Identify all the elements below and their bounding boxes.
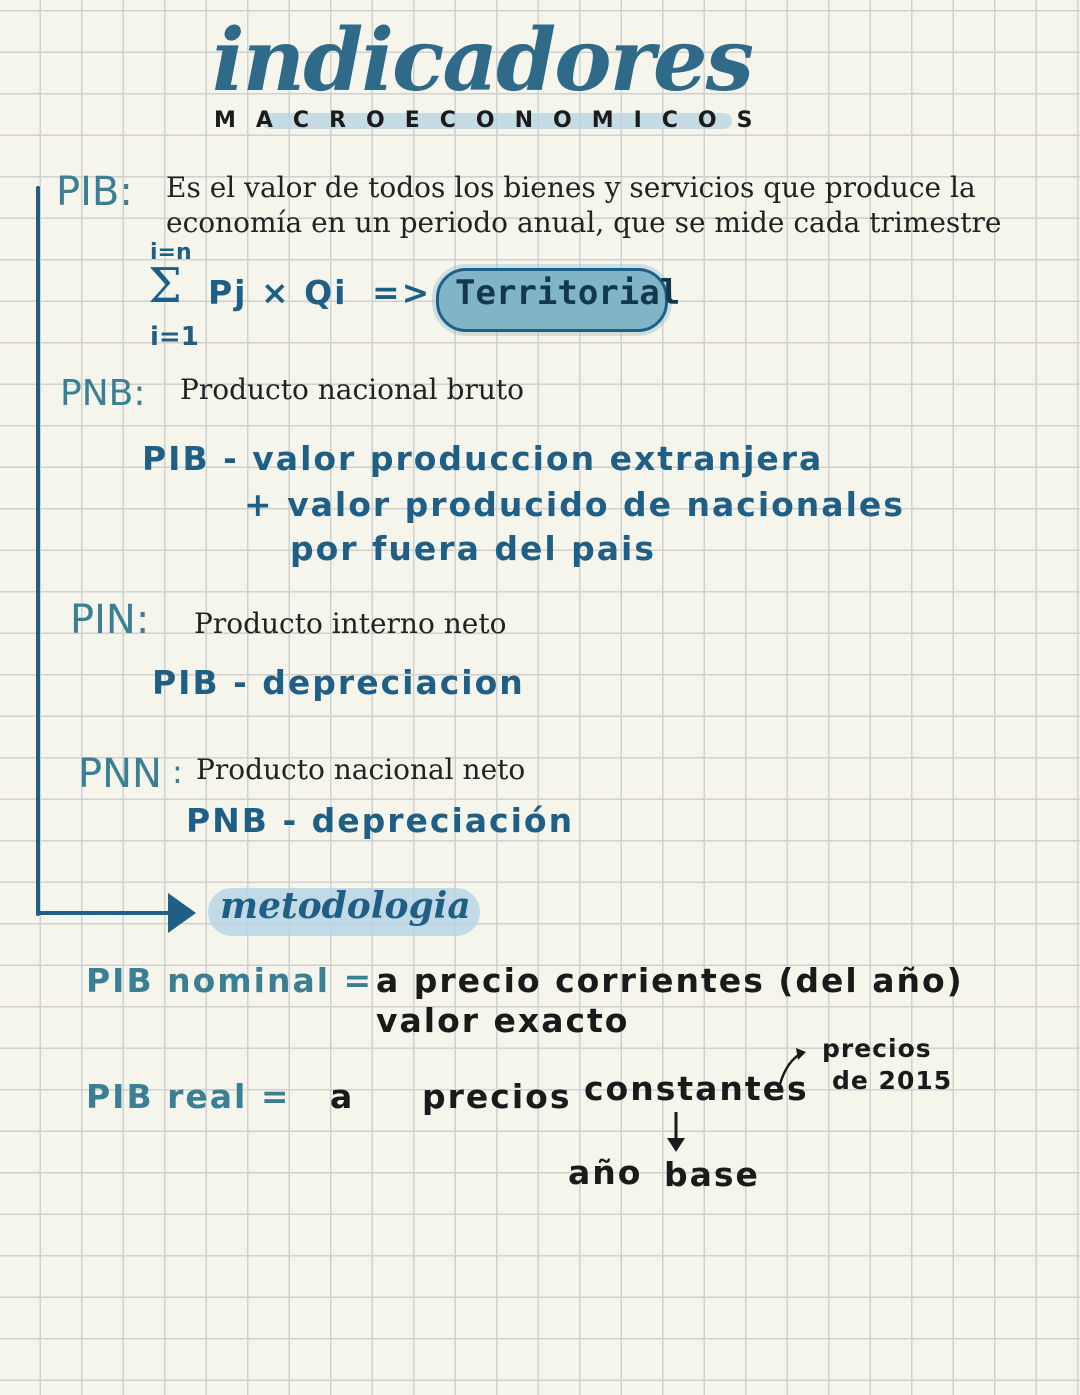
page-title: indicadores	[212, 10, 753, 111]
pnb-formula-line3: por fuera del pais	[290, 529, 656, 568]
pnb-term: PNB:	[60, 373, 146, 414]
pin-term: PIN:	[70, 597, 150, 643]
sum-expression: Pj × Qi	[208, 273, 348, 312]
territorial-label: Territorial	[455, 273, 681, 313]
pib-real-precios: precios	[422, 1077, 572, 1116]
base-year-anio: año	[568, 1153, 643, 1192]
sum-lower-limit: i=1	[150, 322, 199, 352]
pib-real-constantes: constantes	[584, 1069, 809, 1108]
note-year: de 2015	[832, 1066, 953, 1095]
pin-formula: PIB - depreciacion	[152, 663, 525, 702]
pin-definition: Producto interno neto	[194, 607, 507, 640]
pib-nominal-line2: valor exacto	[376, 1001, 630, 1040]
pnb-formula-line1: PIB - valor produccion extranjera	[142, 439, 824, 478]
implies-arrow: =>	[372, 273, 432, 312]
pib-definition-line2: economía en un periodo anual, que se mide cada trimestre	[166, 206, 1002, 239]
pnn-formula: PNB - depreciación	[186, 801, 575, 840]
methodology-label: metodologia	[220, 885, 471, 927]
pnb-formula-line2: + valor producido de nacionales	[244, 485, 905, 524]
pnn-definition: Producto nacional neto	[196, 753, 526, 786]
pib-term: PIB:	[56, 169, 133, 215]
pnn-colon: :	[172, 753, 183, 791]
note-precios: precios	[822, 1034, 932, 1063]
pnb-definition: Producto nacional bruto	[180, 373, 524, 406]
sigma-symbol: Σ	[148, 258, 182, 314]
base-year-base: base	[664, 1155, 760, 1194]
pib-definition-line1: Es el valor de todos los bienes y servicios que produce la	[166, 171, 976, 204]
pib-nominal-line1: a precio corrientes (del año)	[376, 961, 964, 1000]
sum-upper-limit: i=n	[150, 240, 192, 265]
page-subtitle: MACROECONOMICOS	[214, 108, 773, 133]
pib-nominal-term: PIB nominal =	[86, 961, 374, 1000]
pib-real-a: a	[330, 1077, 355, 1116]
pnn-term: PNN	[78, 751, 162, 797]
pib-real-term: PIB real =	[86, 1077, 291, 1116]
